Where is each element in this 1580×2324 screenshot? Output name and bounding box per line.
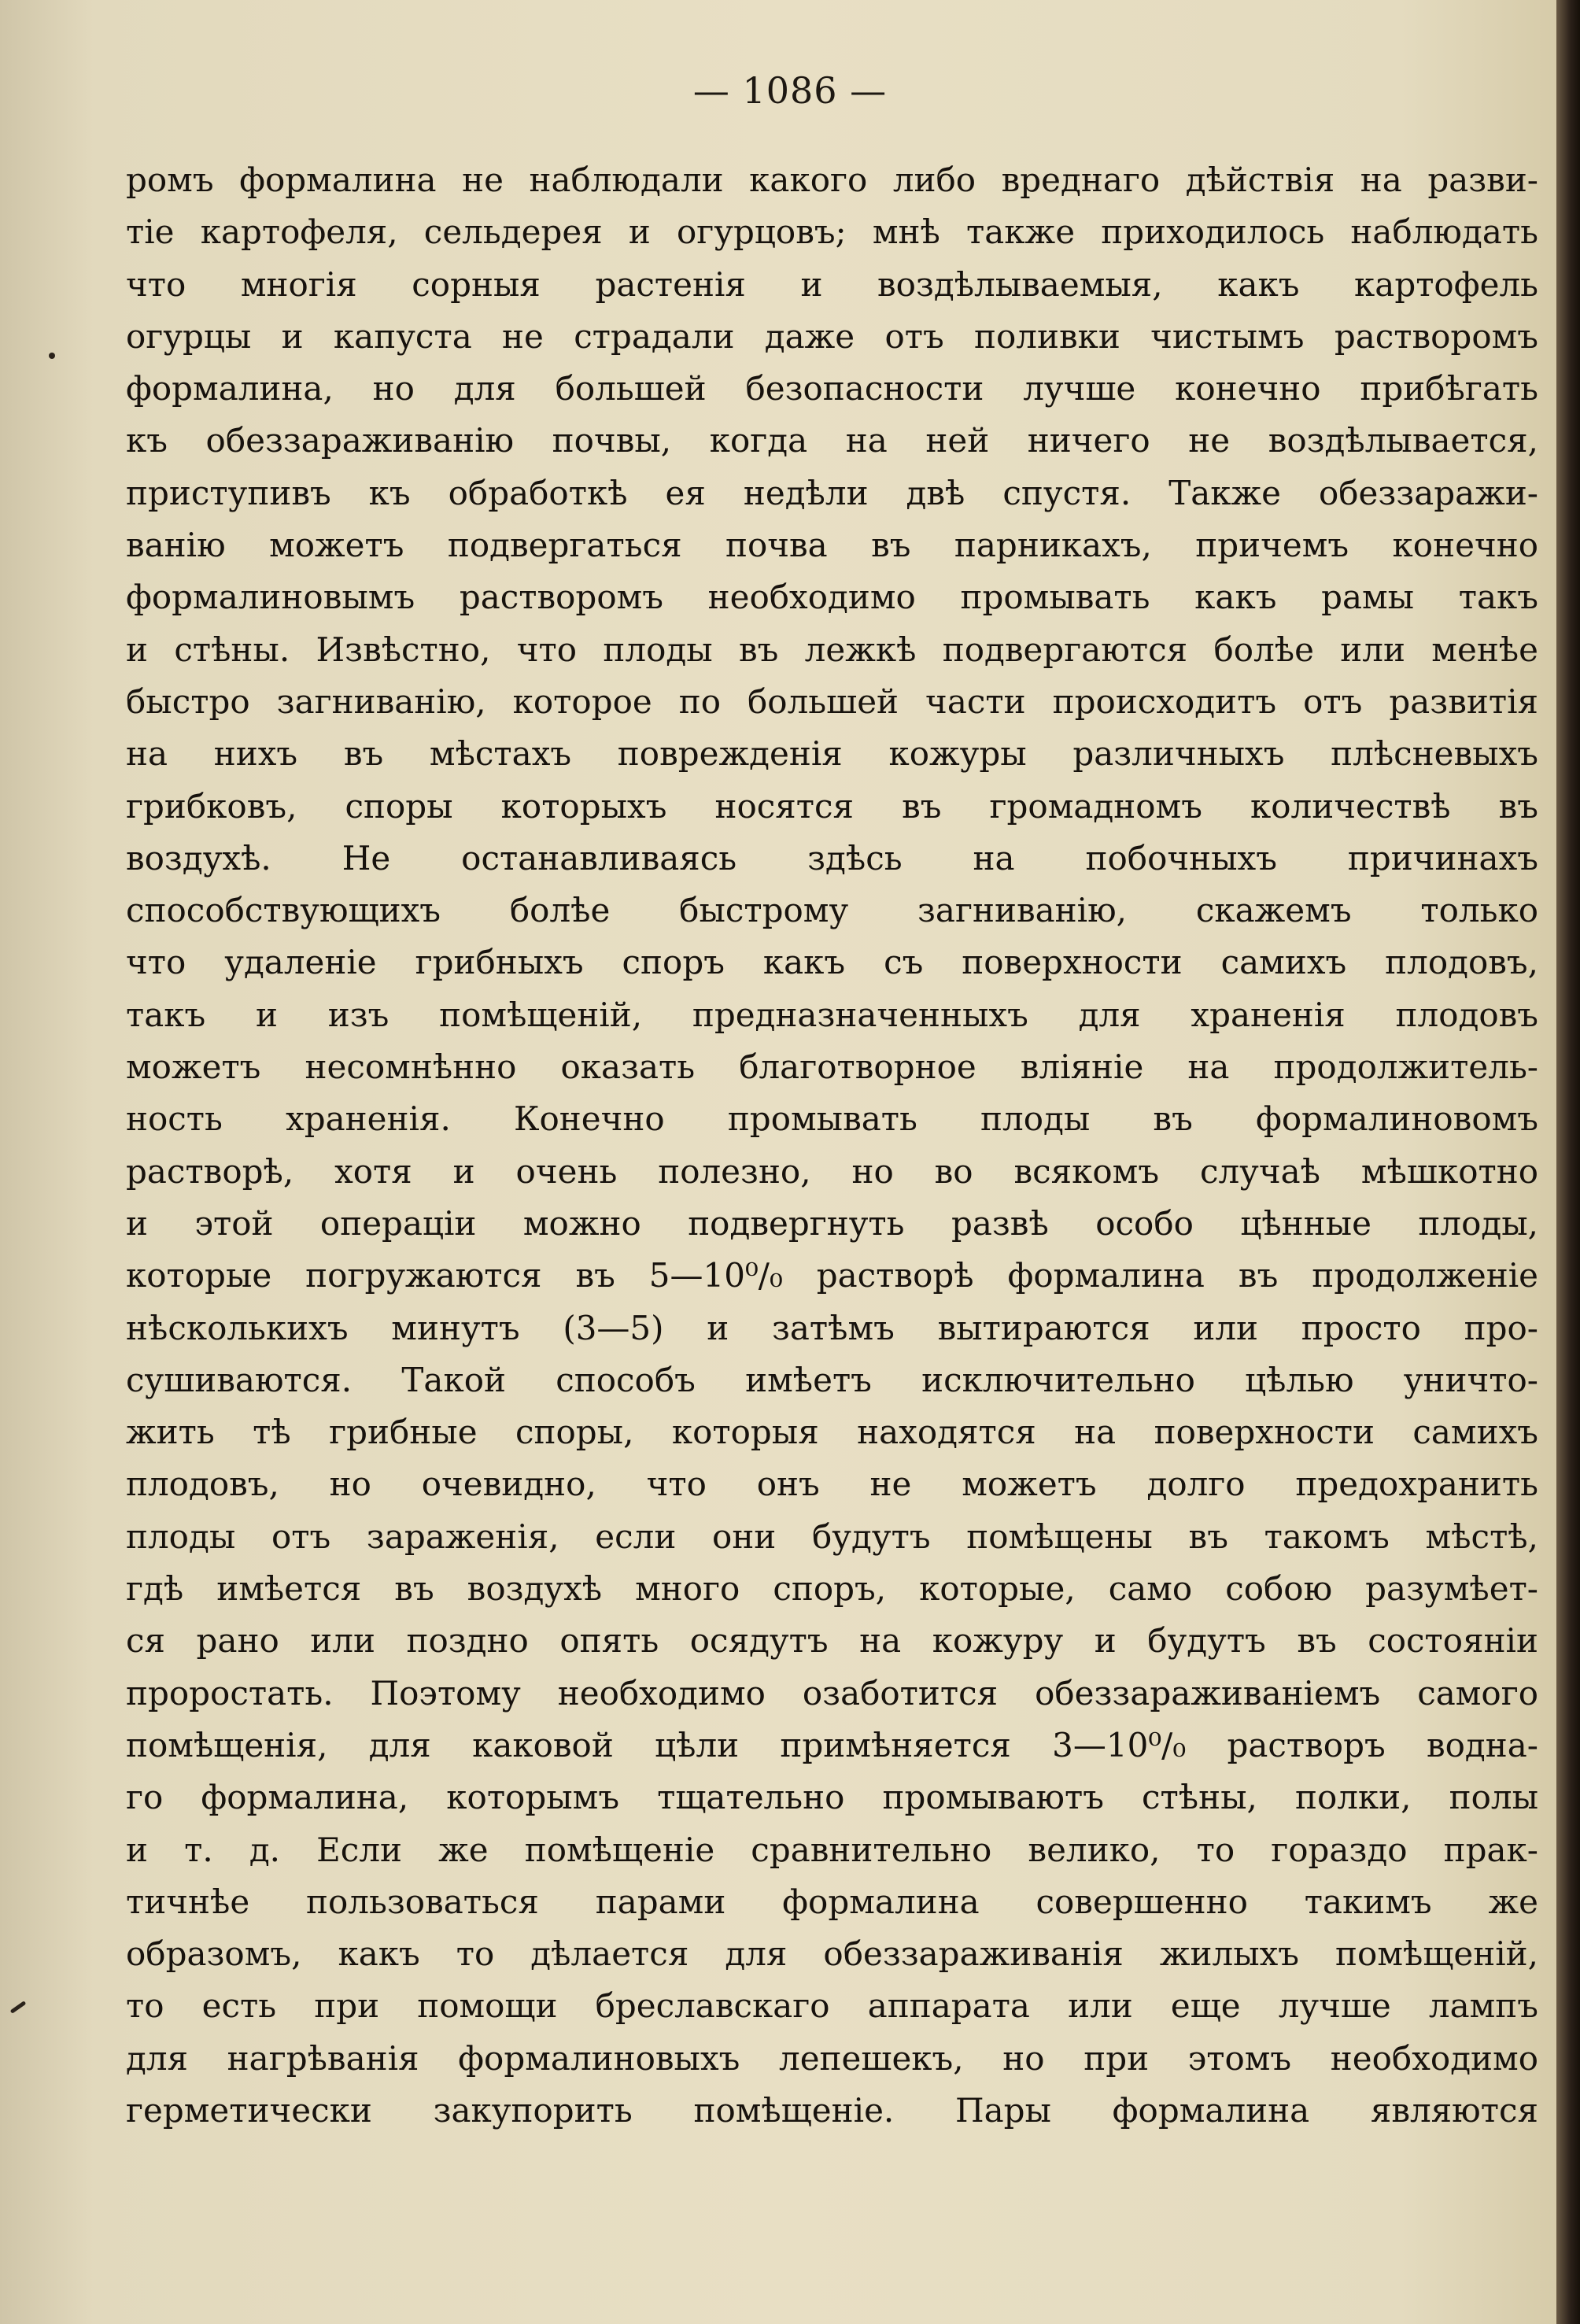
text-line: къ обеззараживанію почвы, когда на ней ничего не воздѣлывается,: [126, 421, 1538, 460]
text-line: что удаленіе грибныхъ споръ какъ съ поверхности самихъ плодовъ,: [126, 943, 1538, 982]
text-line: герметически закупорить помѣщеніе. Пары формалина являются: [126, 2090, 1538, 2130]
ink-speck: [10, 2001, 27, 2014]
text-line: способствующихъ болѣе быстрому загниванію, скажемъ только: [126, 891, 1538, 930]
text-line: такъ и изъ помѣщеній, предназначенныхъ для храненія плодовъ: [126, 995, 1538, 1034]
text-line: образомъ, какъ то дѣлается для обеззараживанія жилыхъ помѣщеній,: [126, 1934, 1538, 1974]
text-line: нѣсколькихъ минутъ (3—5) и затѣмъ вытираются или просто про-: [126, 1308, 1538, 1347]
text-line: ванію можетъ подвергаться почва въ парникахъ, причемъ конечно: [126, 526, 1538, 565]
text-line: то есть при помощи бреславскаго аппарата или еще лучше лампъ: [126, 1986, 1538, 2026]
text-line: гдѣ имѣется въ воздухѣ много споръ, которые, само собою разумѣет-: [126, 1569, 1538, 1609]
text-line: что многія сорныя растенія и воздѣлываемыя, какъ картофель: [126, 264, 1538, 304]
text-line: сушиваются. Такой способъ имѣетъ исключительно цѣлью уничто-: [126, 1360, 1538, 1399]
text-line: и стѣны. Извѣстно, что плоды въ лежкѣ подвергаются болѣе или менѣе: [126, 630, 1538, 669]
text-line: формалиновымъ растворомъ необходимо промывать какъ рамы такъ: [126, 578, 1538, 617]
text-line: плоды отъ зараженія, если они будутъ помѣщены въ такомъ мѣстѣ,: [126, 1517, 1538, 1556]
text-line: огурцы и капуста не страдали даже отъ поливки чистымъ растворомъ: [126, 316, 1538, 356]
text-line: проростать. Поэтому необходимо озаботится обеззараживаніемъ самого: [126, 1673, 1538, 1713]
page-edge: [1556, 0, 1580, 2324]
text-line: для нагрѣванія формалиновыхъ лепешекъ, но при этомъ необходимо: [126, 2038, 1538, 2078]
text-line: тіе картофеля, сельдерея и огурцовъ; мнѣ также приходилось наблюдать: [126, 212, 1538, 252]
text-line: можетъ несомнѣнно оказать благотворное вліяніе на продолжитель-: [126, 1047, 1538, 1087]
text-line: быстро загниванію, которое по большей части происходитъ отъ развитія: [126, 682, 1538, 721]
text-line: ромъ формалина не наблюдали какого либо вреднаго дѣйствія на разви-: [126, 161, 1538, 199]
text-line: тичнѣе пользоваться парами формалина совершенно такимъ же: [126, 1882, 1538, 1921]
text-line: помѣщенія, для каковой цѣли примѣняется 3—10⁰/₀ растворъ водна-: [126, 1725, 1538, 1764]
page-number: — 1086 —: [692, 69, 888, 112]
text-line: плодовъ, но очевидно, что онъ не можетъ долго предохранить: [126, 1465, 1538, 1504]
text-line: воздухѣ. Не останавливаясь здѣсь на побочныхъ причинахъ: [126, 838, 1538, 878]
text-line: ся рано или поздно опять осядутъ на кожуру и будутъ въ состояніи: [126, 1621, 1538, 1661]
text-line: приступивъ къ обработкѣ ея недѣли двѣ спустя. Также обеззаражи-: [126, 473, 1538, 512]
text-line: формалина, но для большей безопасности лучше конечно прибѣгать: [126, 369, 1538, 408]
text-line: и этой операціи можно подвергнуть развѣ особо цѣнные плоды,: [126, 1203, 1538, 1243]
ink-speck: [49, 353, 55, 359]
text-line: и т. д. Если же помѣщеніе сравнительно велико, то гораздо прак-: [126, 1830, 1538, 1869]
text-line: жить тѣ грибные споры, которыя находятся на поверхности самихъ: [126, 1413, 1538, 1452]
text-line: го формалина, которымъ тщательно промываютъ стѣны, полки, полы: [126, 1778, 1538, 1817]
text-line: на нихъ въ мѣстахъ поврежденія кожуры различныхъ плѣсневыхъ: [126, 734, 1538, 774]
text-line: которые погружаются въ 5—10⁰/₀ растворѣ формалина въ продолженіе: [126, 1256, 1538, 1295]
body-text: [126, 154, 1538, 2137]
text-line: ность храненія. Конечно промывать плоды въ формалиновомъ: [126, 1099, 1538, 1139]
text-line: растворѣ, хотя и очень полезно, но во всякомъ случаѣ мѣшкотно: [126, 1151, 1538, 1191]
text-line: грибковъ, споры которыхъ носятся въ громадномъ количествѣ въ: [126, 786, 1538, 826]
